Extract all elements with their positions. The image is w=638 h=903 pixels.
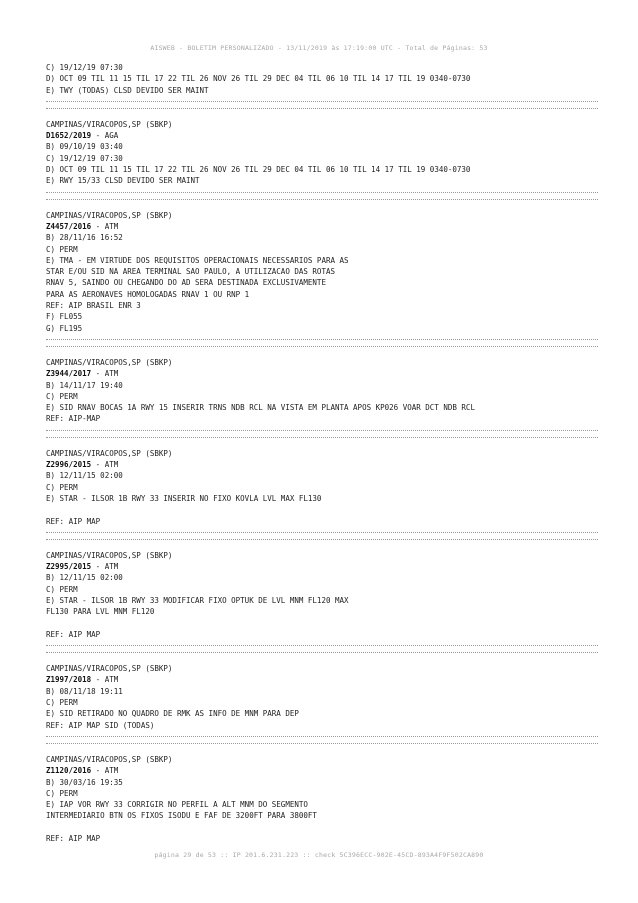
notam-line: E) SID RETIRADO NO QUADRO DE RMK AS INFO DE MNM PARA DEP [46,709,299,719]
notam-line: C) PERM [46,584,78,594]
notam-line: B) 14/11/17 19:40 [46,380,123,390]
separator [46,645,598,653]
notam-line: REF: AIP BRASIL ENR 3 [46,301,141,311]
notam-line: E) IAP VOR RWY 33 CORRIGIR NO PERFIL A ALT MNM DO SEGMENTO [46,800,308,810]
notam-line: FL130 PARA LVL MNM FL120 [46,607,155,617]
notam-id: Z3944/2017 [46,369,92,379]
notam-line: E) TMA - EM VIRTUDE DOS REQUISITOS OPERACIONAIS NECESSARIOS PARA AS [46,255,349,265]
notam-entry [46,754,598,844]
notam-id: Z4457/2016 [46,221,92,231]
separator [46,339,598,347]
notam-entry [46,119,598,187]
notam-type: - ATM [91,369,119,379]
notam-entry [46,448,598,527]
separator [46,532,598,540]
notam-line: STAR E/OU SID NA AREA TERMINAL SAO PAULO, A UTILIZACAO DAS ROTAS [46,267,335,277]
notam-type: - ATM [91,766,119,776]
notam-line [46,618,598,629]
notam-line: REF: AIP MAP [46,516,101,526]
notam-entry [46,210,598,334]
notam-line: B) 09/10/19 03:40 [46,142,123,152]
notam-list [46,62,598,844]
notam-id: Z2996/2015 [46,460,92,470]
notam-id-line [46,674,598,685]
notam-location: CAMPINAS/VIRACOPOS,SP (SBKP) [46,754,173,764]
notam-id: Z1997/2018 [46,675,92,685]
notam-type: - AGA [91,131,119,141]
notam-line: REF: AIP MAP [46,834,101,844]
notam-line: REF: AIP-MAP [46,414,101,424]
notam-line: C) PERM [46,788,78,798]
notam-line: B) 12/11/15 02:00 [46,573,123,583]
notam-id-line [46,130,598,141]
notam-line: INTERMEDIARIO BTN OS FIXOS ISODU E FAF DE 3200FT PARA 3800FT [46,811,317,821]
notam-line: C) 19/12/19 07:30 [46,153,123,163]
notam-line: REF: AIP MAP SID (TODAS) [46,720,155,730]
notam-id-line [46,368,598,379]
notam-line: F) FL055 [46,312,83,322]
notam-id: D1652/2019 [46,131,92,141]
notam-entry [46,357,598,425]
notam-location: CAMPINAS/VIRACOPOS,SP (SBKP) [46,357,173,367]
notam-line: B) 12/11/15 02:00 [46,471,123,481]
notam-line: D) OCT 09 TIL 11 15 TIL 17 22 TIL 26 NOV 26 TIL 29 DEC 04 TIL 06 10 TIL 14 17 TIL 19 0340-0730 [46,165,471,175]
notam-line: B) 30/03/16 19:35 [46,777,123,787]
notam-id: Z1120/2016 [46,766,92,776]
notam-id-line [46,561,598,572]
notam-location: CAMPINAS/VIRACOPOS,SP (SBKP) [46,210,173,220]
notam-line: E) TWY (TODAS) CLSD DEVIDO SER MAINT [46,85,209,95]
notam-line: B) 28/11/16 16:52 [46,233,123,243]
notam-entries [46,119,598,844]
notam-line: C) PERM [46,244,78,254]
notam-line: E) SID RNAV BOCAS 1A RWY 15 INSERIR TRNS NDB RCL NA VISTA EM PLANTA APOS KP026 VOAR DCT NDB RCL [46,403,475,413]
notam-line: E) RWY 15/33 CLSD DEVIDO SER MAINT [46,176,200,186]
notam-line: C) PERM [46,482,78,492]
separator [46,101,598,109]
notam-line: C) PERM [46,698,78,708]
notam-line: G) FL195 [46,323,83,333]
notam-id: Z2995/2015 [46,562,92,572]
notam-entry [46,663,598,731]
notam-id-line [46,459,598,470]
separator [46,192,598,200]
notam-line: B) 08/11/18 19:11 [46,686,123,696]
notam-line: REF: AIP MAP [46,629,101,639]
notam-line: C) 19/12/19 07:30 [46,63,123,72]
notam-location: CAMPINAS/VIRACOPOS,SP (SBKP) [46,664,173,674]
notam-line [46,504,598,515]
notam-type: - ATM [91,221,119,231]
notam-entry [46,550,598,640]
notam-line: PARA AS AERONAVES HOMOLOGADAS RNAV 1 OU RNP 1 [46,289,250,299]
notam-location: CAMPINAS/VIRACOPOS,SP (SBKP) [46,448,173,458]
notam-line [46,822,598,833]
notam-line: E) STAR - ILSOR 1B RWY 33 MODIFICAR FIXO OPTUK DE LVL MNM FL120 MAX [46,595,349,605]
notam-type: - ATM [91,675,119,685]
notam-line: D) OCT 09 TIL 11 15 TIL 17 22 TIL 26 NOV 26 TIL 29 DEC 04 TIL 06 10 TIL 14 17 TIL 19 0340-0730 [46,74,471,84]
notam-location: CAMPINAS/VIRACOPOS,SP (SBKP) [46,550,173,560]
separator [46,430,598,438]
notam-type: - ATM [91,562,119,572]
notam-type: - ATM [91,460,119,470]
page-header: AISWEB - BOLETIM PERSONALIZADO - 13/11/2019 às 17:19:00 UTC - Total de Páginas: 53 [150,44,488,52]
notam-id-line [46,765,598,776]
notam-id-line [46,221,598,232]
separator [46,736,598,744]
notam-line: RNAV 5, SAINDO OU CHEGANDO DO AD SERA DESTINADA EXCLUSIVAMENTE [46,278,326,288]
page-footer: página 29 de 53 :: IP 201.6.231.223 :: check 5C396ECC-902E-45CD-893A4F9F502CA890 [154,851,484,859]
continued-notam [46,62,598,96]
notam-line: C) PERM [46,391,78,401]
notam-line: E) STAR - ILSOR 1B RWY 33 INSERIR NO FIXO KOVLA LVL MAX FL130 [46,493,322,503]
notam-location: CAMPINAS/VIRACOPOS,SP (SBKP) [46,119,173,129]
